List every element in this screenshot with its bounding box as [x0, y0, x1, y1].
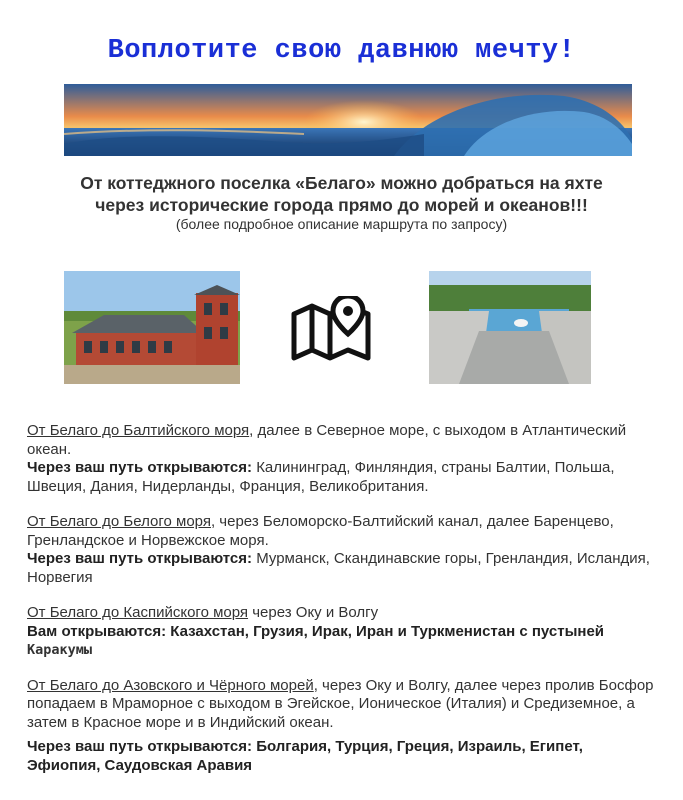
page-title: Воплотите свою давнюю мечту! — [107, 36, 576, 66]
route-baltic — [27, 422, 657, 496]
route-azov-black-text: , через Оку и Волгу, далее через пролив Босфор попадаем в Мраморное с выходом в Эгейское, Ионическое (Италия) и Средиземное, а затем в Красное море и в Индийский океан. — [27, 676, 654, 731]
route-caspian-text: через Оку и Волгу — [248, 604, 379, 621]
route-baltic-label: Через ваш путь открываются: — [27, 459, 253, 476]
route-baltic-link[interactable]: От Белаго до Балтийского моря — [27, 422, 250, 439]
intro-line-1b: через исторические города прямо до морей и океанов!!! — [95, 195, 588, 215]
route-baltic-text: , далее в Северное море, с выходом в Атлантический океан. — [27, 422, 627, 458]
route-caspian — [27, 604, 657, 660]
route-white-sea-label: Через ваш путь открываются: — [27, 550, 253, 567]
route-caspian-destinations: Вам открываются: Казахстан, Грузия, Ирак, Иран и Туркменистан с пустыней — [27, 622, 605, 640]
intro-block — [0, 172, 683, 233]
intro-line-1a: От коттеджного поселка «Белаго» можно добраться на яхте — [80, 173, 603, 193]
route-azov-black-destinations: Через ваш путь открываются: Болгария, Турция, Греция, Израиль, Египет, Эфиопия, Саудовская Аравия — [27, 738, 583, 774]
map-pin-icon — [290, 296, 372, 364]
routes-list — [27, 422, 657, 792]
route-white-sea-places: Мурманск, Скандинавские горы, Гренландия, Исландия, Норвегия — [27, 550, 650, 586]
banner-image — [64, 84, 632, 156]
route-azov-black — [27, 677, 657, 776]
building-photo — [64, 271, 240, 384]
route-caspian-link[interactable]: От Белаго до Каспийского моря — [27, 604, 249, 621]
route-white-sea — [27, 513, 657, 587]
route-white-sea-link[interactable]: От Белаго до Белого моря — [27, 513, 211, 530]
boat-ramp-photo — [429, 271, 591, 384]
intro-note: (более подробное описание маршрута по запросу) — [175, 216, 508, 232]
route-white-sea-text: , через Беломорско-Балтийский канал, далее Баренцево, Гренландское и Норвежское моря. — [27, 513, 614, 549]
route-caspian-tail: Каракумы — [27, 642, 93, 658]
route-baltic-places: Калининград, Финляндия, страны Балтии, Польша, Швеция, Дания, Нидерланды, Франция, Великобритания. — [27, 459, 615, 495]
route-azov-black-link[interactable]: От Белаго до Азовского и Чёрного морей — [27, 676, 314, 694]
